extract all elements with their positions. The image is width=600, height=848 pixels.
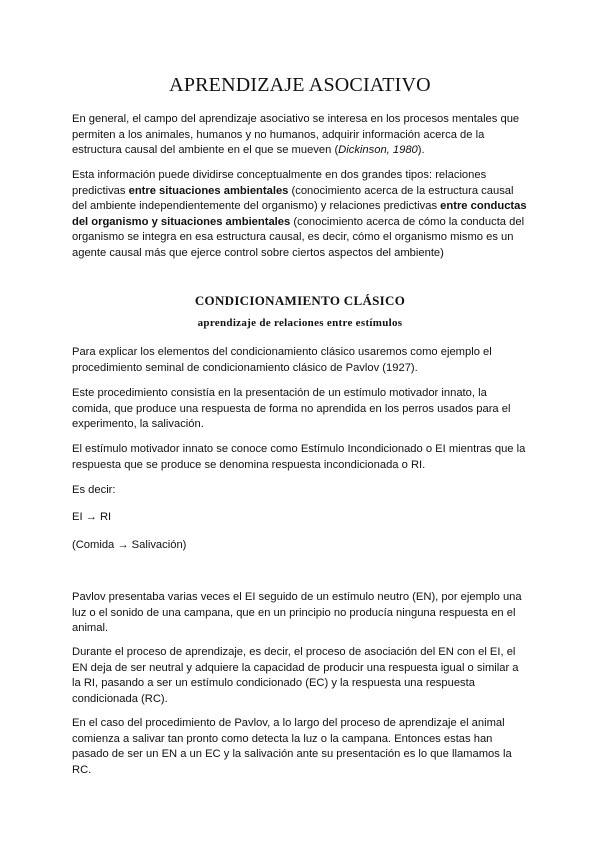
intro-paragraph-2: [72, 168, 528, 262]
section-title: CONDICIONAMIENTO CLÁSICO: [194, 293, 406, 308]
section-paragraph-2: Este procedimiento consistía en la presentación de un estímulo motivador innato, la comida, que produce una respuesta de forma no aprendida en los perros usados para el experimento, la salivación.: [72, 387, 511, 431]
formula-example: (Comida → Salivación): [72, 539, 187, 551]
intro-p2-c: (conocimiento acerca de la estructura causal del ambiente independientemente del organismo) y relaciones predictivas: [72, 184, 514, 213]
section-paragraph-1: Para explicar los elementos del condicionamiento clásico usaremos como ejemplo el procedimiento seminal de condicionamiento clásico de Pavlov (1927).: [72, 346, 492, 374]
intro-p2-a: Esta información puede dividirse conceptualmente en dos grandes tipos: relaciones predictivas: [72, 169, 487, 197]
citation: Dickinson, 1980: [338, 144, 418, 157]
formula-line: EI → RI: [72, 511, 112, 523]
section-subtitle: aprendizaje de relaciones entre estímulos: [197, 317, 403, 329]
intro-p2-bold-2: entre conductas del organismo y situaciones ambientales: [72, 200, 527, 228]
intro-p1-text: En general, el campo del aprendizaje asociativo se interesa en los procesos mentales que permiten a los animales, humanos y no humanos, adquirir información acerca de la estructura causal del ambiente en el que se mueven (: [72, 113, 520, 157]
intro-p2-bold-1: entre situaciones ambientales: [128, 184, 289, 197]
section-paragraph-7: Pavlov presentaba varias veces el EI seguido de un estímulo neutro (EN), por ejemplo una luz o el sonido de una campana, que en un principio no producía ninguna respuesta en el animal.: [72, 591, 522, 635]
section-paragraph-4: Es decir:: [72, 484, 116, 496]
intro-p1-end: ).: [417, 144, 425, 157]
section-paragraph-3: El estímulo motivador innato se conoce como Estímulo Incondicionado o EI mientras que la respuesta que se produce se denomina respuesta incondicionada o RI.: [72, 443, 526, 471]
section-paragraph-8: Durante el proceso de aprendizaje, es decir, el proceso de asociación del EN con el EI, el EN deja de ser neutral y adquiere la capacidad de producir una respuesta igual o similar a la RI, pasando a ser un estímulo condicionado (EC) y la respuesta una respuesta condicionada (RC).: [72, 646, 519, 705]
intro-p2-e: (conocimiento acerca de cómo la conducta del organismo se integra en esa estructura causal, es decir, cómo el organismo mismo es un agente causal más que ejerce control sobre ciertos aspectos del ambiente): [72, 215, 525, 259]
intro-paragraph-1: [72, 112, 528, 159]
section-paragraph-9: En el caso del procedimiento de Pavlov, a lo largo del proceso de aprendizaje el animal comienza a salivar tan pronto como detecta la luz o la campana. Entonces estas han pasado de ser un EN a un EC y la salivación ante su presentación es lo que llamamos la RC.: [72, 717, 512, 776]
page-title: APRENDIZAJE ASOCIATIVO: [169, 74, 431, 96]
